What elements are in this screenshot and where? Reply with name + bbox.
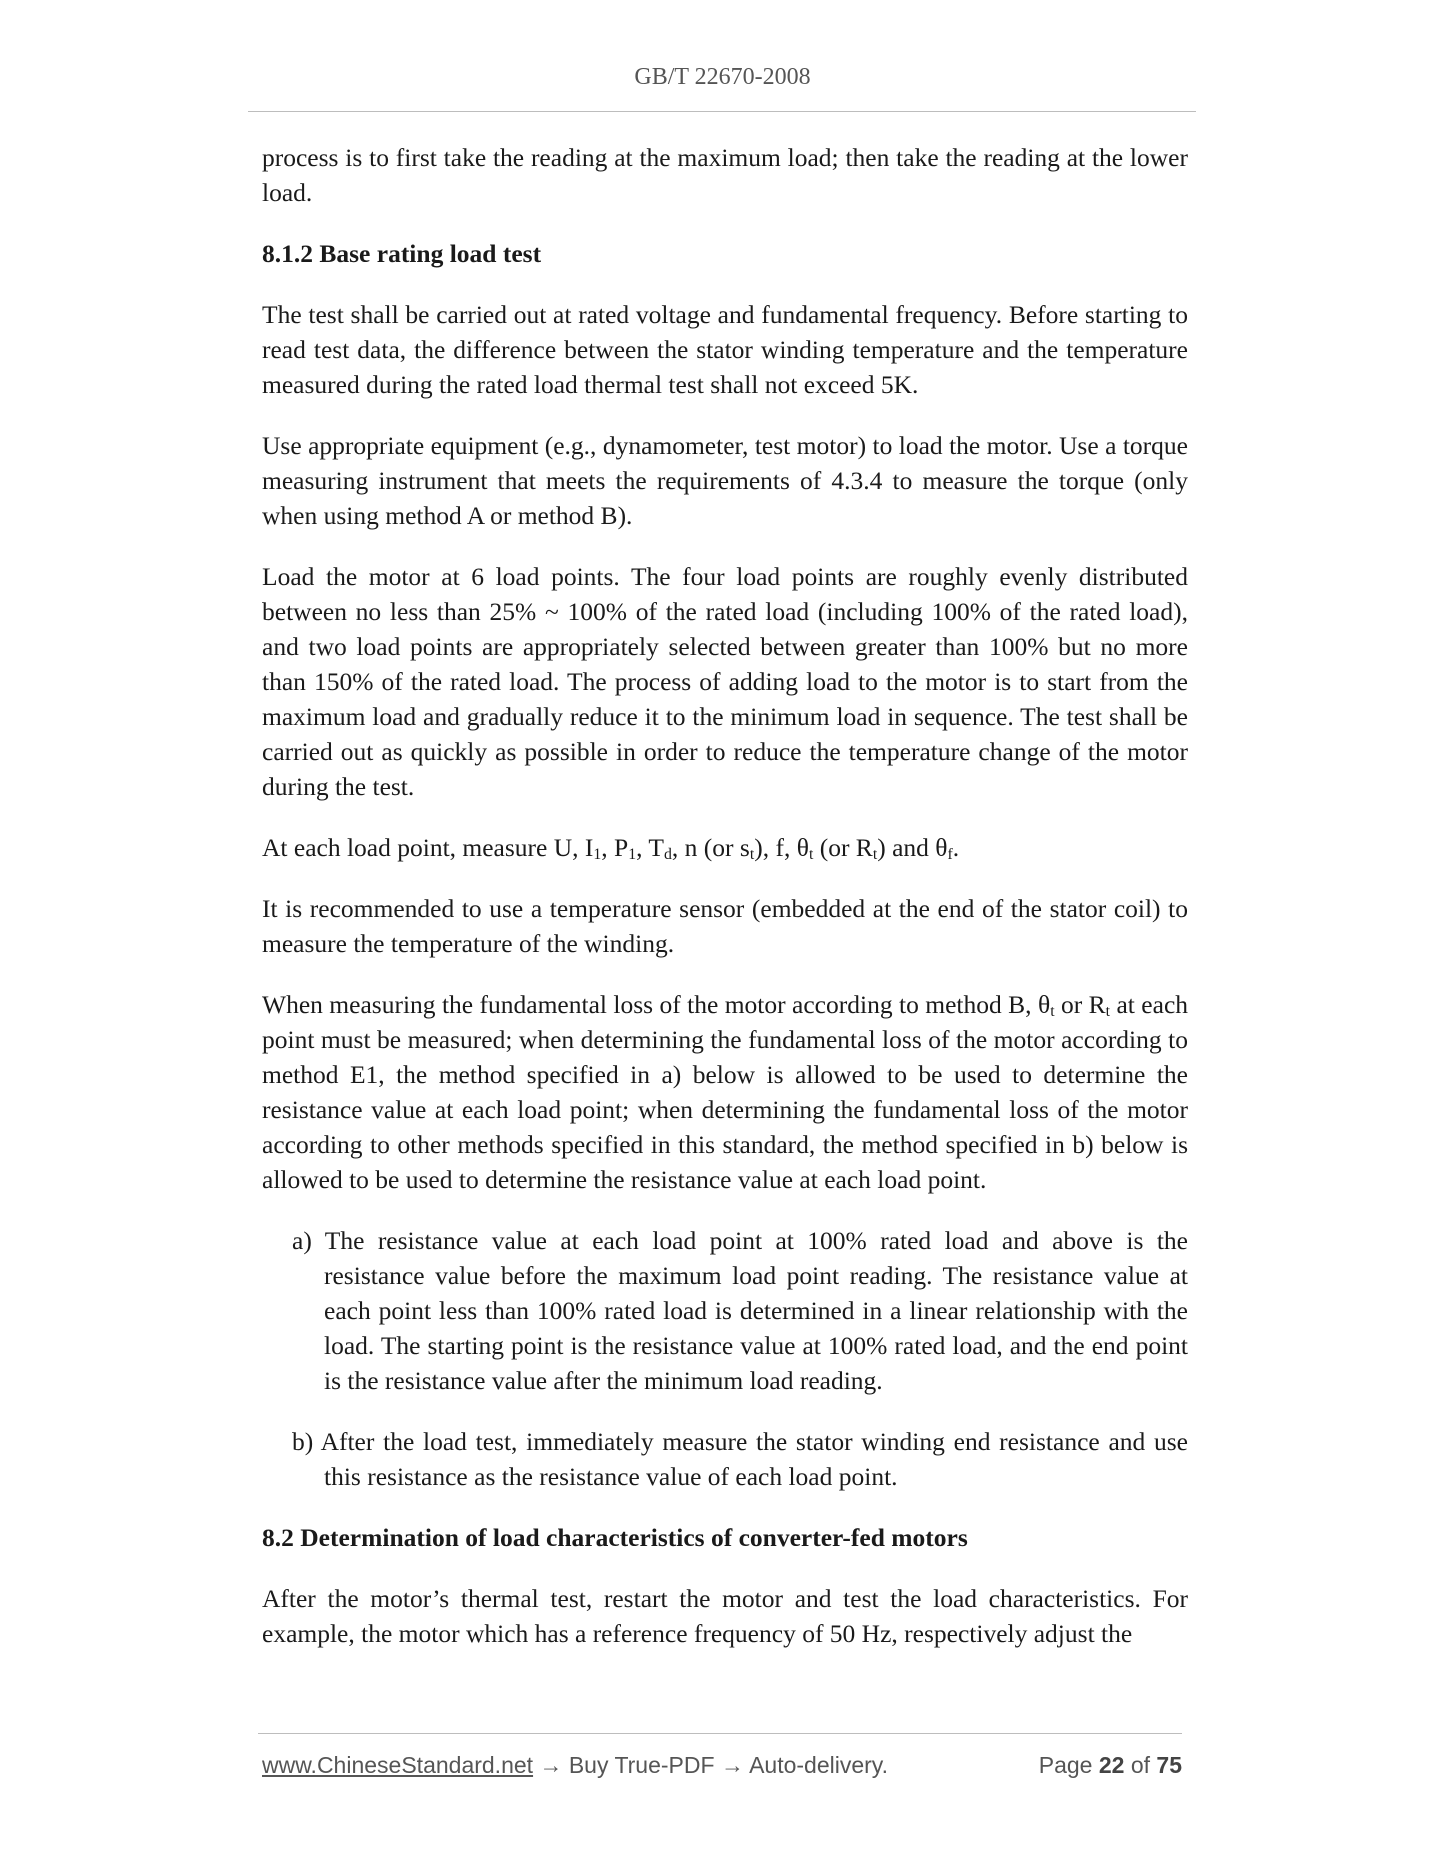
text-run: at each point must be measured; when determining the fundamental loss of the motor according to method E1, the method specified in a) below is allowed to be used to determine the resistance value at each load point; when determining the fundamental loss of the motor according to other methods specified in this standard, the method specified in b) below is allowed to be used to determine the resistance value at each load point. xyxy=(262,990,1189,1194)
text-run: or R xyxy=(1054,990,1106,1019)
paragraph-method-b xyxy=(262,987,1188,1197)
paragraph-continuation: process is to first take the reading at the maximum load; then take the reading at the lower load. xyxy=(262,143,1188,207)
text-run: ), f, θ xyxy=(754,833,809,862)
paragraph-temperature-sensor: It is recommended to use a temperature sensor (embedded at the end of the stator coil) to measure the temperature of the winding. xyxy=(262,894,1188,958)
text-run: ) and θ xyxy=(877,833,948,862)
list-item-a: a) The resistance value at each load point at 100% rated load and above is the resistance value before the maximum load point reading. The resistance value at each point less than 100% rated load is determined in a linear relationship with the load. The starting point is the resistance value at 100% rated load, and the end point is the resistance value after the minimum load reading. xyxy=(292,1226,1188,1395)
paragraph-test-conditions: The test shall be carried out at rated voltage and fundamental frequency. Before starting to read test data, the difference between the stator winding temperature and the temperature measured during the rated load thermal test shall not exceed 5K. xyxy=(262,300,1188,399)
buy-pdf-text: Buy True-PDF xyxy=(568,1752,715,1778)
website-link[interactable]: www.ChineseStandard.net xyxy=(262,1752,534,1778)
paragraph-measurements xyxy=(262,830,1188,865)
text-run: (or R xyxy=(813,833,873,862)
paragraph-load-points: Load the motor at 6 load points. The four load points are roughly evenly distributed between no less than 25% ~ 100% of the rated load (including 100% of the rated load), and two load points are appropriately selected between greater than 100% but no more than 150% of the rated load. The process of adding load to the motor is to start from the maximum load and gradually reduce it to the minimum load in sequence. The test shall be carried out as quickly as possible in order to reduce the temperature change of the motor during the test. xyxy=(262,562,1188,801)
header-divider xyxy=(248,111,1196,112)
subscript: 1 xyxy=(593,846,602,863)
current-page: 22 xyxy=(1098,1752,1125,1778)
text-run: , P xyxy=(601,833,629,862)
text-run: , n (or s xyxy=(671,833,750,862)
text-run: At each load point, measure U, I xyxy=(262,833,594,862)
section-heading-8-2: 8.2 Determination of load characteristics of converter-fed motors xyxy=(262,1523,968,1552)
subscript: t xyxy=(749,846,755,863)
text-run: When measuring the fundamental loss of the motor according to method B, θ xyxy=(262,990,1051,1019)
footer-links xyxy=(262,1752,888,1779)
list-item-b: b) After the load test, immediately measure the stator winding end resistance and use this resistance as the resistance value of each load point. xyxy=(292,1427,1188,1491)
subscript: d xyxy=(664,846,672,863)
page-number xyxy=(1039,1752,1182,1779)
text-run: , T xyxy=(636,833,665,862)
subscript: t xyxy=(1105,1003,1111,1020)
subscript: t xyxy=(1050,1003,1055,1020)
subscript: 1 xyxy=(628,846,637,863)
section-heading-8-1-2: 8.1.2 Base rating load test xyxy=(262,239,542,268)
page-label: Page xyxy=(1038,1752,1093,1778)
arrow-icon: → xyxy=(539,1752,563,1778)
auto-delivery-text: Auto-delivery. xyxy=(749,1752,888,1778)
subscript: t xyxy=(808,846,814,863)
subscript: t xyxy=(872,846,878,863)
subscript: f xyxy=(947,846,953,863)
text-run: . xyxy=(952,833,960,862)
arrow-icon: → xyxy=(720,1752,744,1778)
paragraph-equipment: Use appropriate equipment (e.g., dynamometer, test motor) to load the motor. Use a torque measuring instrument that meets the requirements of 4.3.4 to measure the torque (only when using method A or method B). xyxy=(262,431,1188,530)
page-body xyxy=(262,140,1188,1677)
of-label: of xyxy=(1130,1752,1151,1778)
total-pages: 75 xyxy=(1156,1752,1182,1778)
footer-divider xyxy=(258,1733,1182,1734)
document-code-header: GB/T 22670-2008 xyxy=(634,64,811,90)
paragraph-converter-fed: After the motor’s thermal test, restart the motor and test the load characteristics. For example, the motor which has a reference frequency of 50 Hz, respectively adjust the xyxy=(262,1584,1188,1648)
